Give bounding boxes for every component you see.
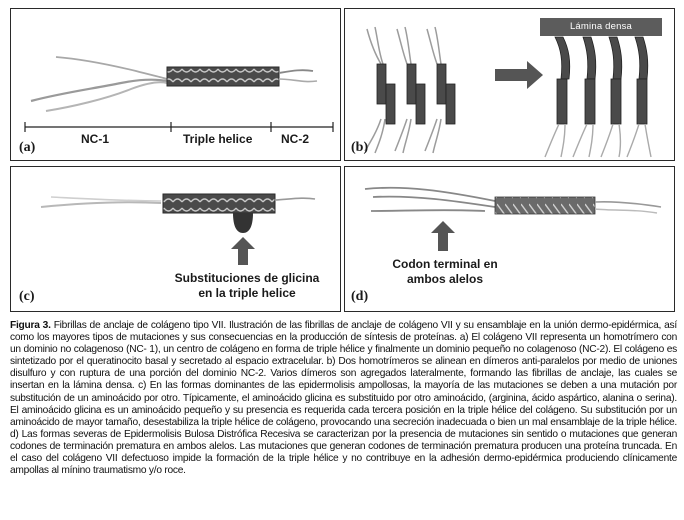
panel-d-label: (d) (351, 289, 369, 304)
panel-c-note: Substituciones de glicina en la triple helice (174, 271, 320, 300)
defect-arrow (231, 237, 255, 265)
nc1-strand-1 (31, 80, 167, 101)
label-nc1: NC-1 (81, 132, 110, 146)
panel-b-illustration (345, 9, 675, 161)
panel-c (10, 166, 341, 312)
stop-codon-arrow (431, 221, 455, 251)
panel-b (344, 8, 675, 161)
anchoring-fibrils (555, 37, 648, 124)
triple-helix-rod (163, 194, 275, 213)
nc2-strand-2 (279, 79, 317, 82)
figure-label: Figura 3. (10, 320, 51, 331)
panel-c-label: (c) (19, 289, 35, 304)
triple-helix-rod (167, 67, 279, 86)
nc2-strand-1 (279, 70, 313, 73)
caption-text: Fibrillas de anclaje de colágeno tipo VII. Ilustración de las fibrillas de anclaje de colágeno VII y su ensamblaje en la unión dermo-epidérmica, así como los mayores tipos de mutaciones y sus consecuencias en la producción de síntesis de proteínas. a) El colágeno VII representa un homotrímero con un dominio no colagenoso (NC- 1), un centro de colágeno en forma de triple hélice y finalmente un dominio pequeño no colagenoso (NC-2). El colágeno es sintetizado por el queratinocito basal y secretado al espacio extracelular. b) Dos homotrímeros se alinean en dímeros anti-paralelos por medio de uniones disulfuro y con ruptura de una porción del dominio NC-2. Varios dímeros son agregados lateralmente, formando las fibrillas de anclaje, las cuales se insertan en la lámina densa. c) En las formas dominantes de las epidermolisis ampollosas, la mayoría de las mutaciones se deben a una mutación por substitución de un aminoácido por otro. Típicamente, el aminoácido glicina es substituido por otro aminoácido, (arginina, ácido aspártico, alanina o serina). El aminoácido glicina es un aminoácido pequeño y su presencia es requerida cada tercera posición en la triple hélice del colágeno. Su substitución por un aminoácido de mayor tamaño, desestabiliza la triple hélice de colágeno, provocando una secreción inadecuada o bien un mal ensamblaje de la triple hélice. d) Las formas severas de Epidermolisis Bulosa Distrófica Recesiva se caracterizan por la presencia de mutaciones sin sentido o mutaciones que generan codones de terminación prematura en ambos alelos. Las mutaciones que generan codones de terminación prematura producen una proteína truncada. En el caso del colágeno VII defectuoso impide la formación de la triple hélice y no contribuye en la adhesión dermo-epidérmica produciendo clínicamente ampollas al mínino traumatismo y/o roce. (10, 320, 677, 477)
panel-b-label: (b) (351, 140, 369, 155)
figure-caption (10, 320, 677, 477)
panel-d-note: Codon terminal en ambos alelos (392, 257, 498, 286)
nc1-strand-3 (56, 57, 167, 79)
assembly-arrow (495, 61, 543, 89)
truncated-helix (495, 197, 595, 214)
label-triple-helix: Triple helice (183, 132, 253, 146)
fibril-tails-right (545, 124, 651, 157)
panel-d (344, 166, 675, 312)
label-nc2: NC-2 (281, 132, 310, 146)
dimer-group-left (365, 27, 441, 153)
dimer-rods-left (377, 64, 455, 124)
glycine-defect (233, 213, 253, 233)
panel-d-illustration (345, 167, 675, 312)
panel-a (10, 8, 341, 161)
lamina-densa-band: Lámina densa (540, 18, 662, 36)
panel-a-label: (a) (19, 140, 36, 155)
